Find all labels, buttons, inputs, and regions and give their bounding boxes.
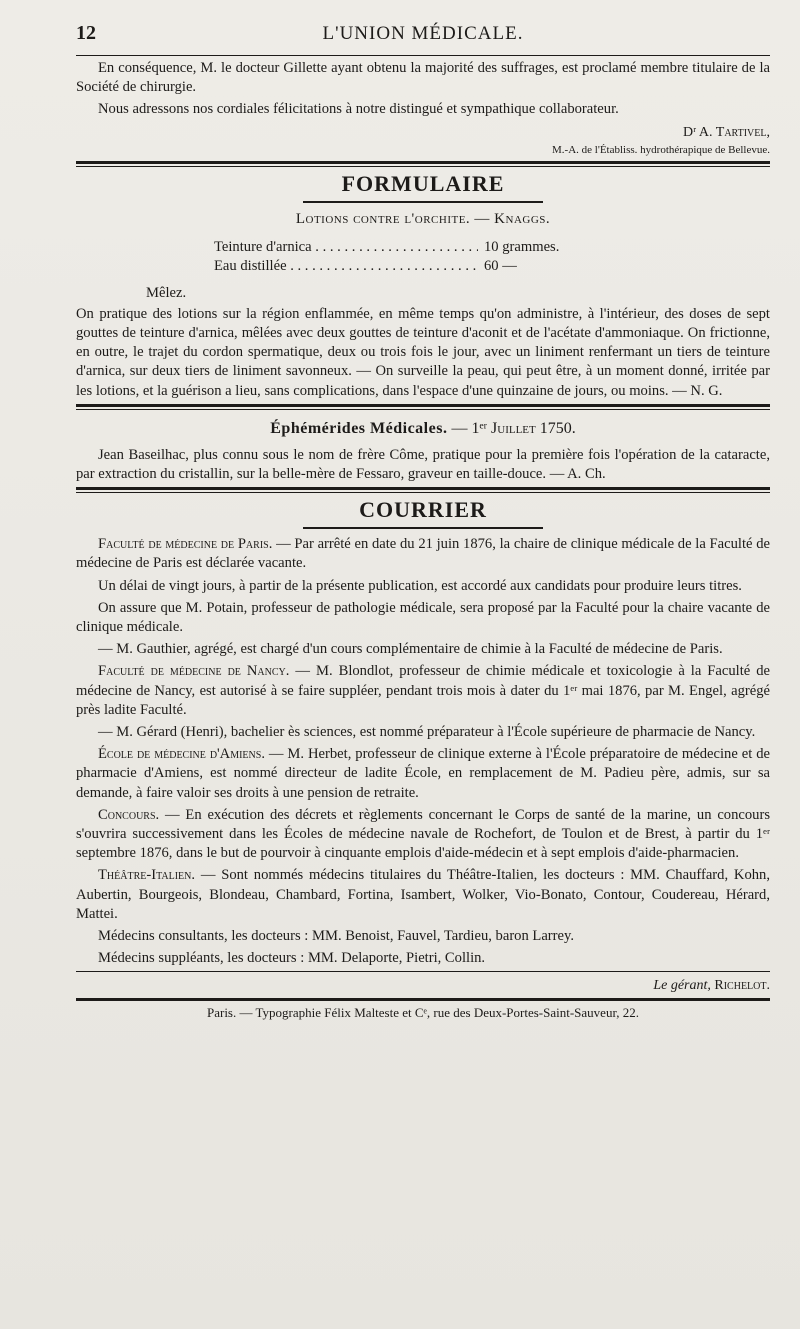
intro-paragraph: En conséquence, M. le docteur Gillette ayant obtenu la majorité des suffrages, est proclamé membre titulaire de la Société de chirurgie. [76,60,770,96]
formulaire-text: On pratique des lotions sur la région enflammée, en même temps qu'on administre, à l'intérieur, des doses de sept gouttes de teinture d'arnica, mêlées avec deux gouttes de teinture d'aconit et de l'acétate d'ammoniaque. On frictionne, en outre, le trajet du cordon spermatique, deux ou trois fois le jour, avec un liniment renfermant un tiers de teinture d'arnica, sur deux tiers de liniment savonneux. — On surveille la peau, qui peut être, à un moment donné, irritée par les lotions, et la guérison a lieu, sans complications, dans l'espace d'une quinzaine de jours, ou moins. — N. G. [76,305,770,399]
courrier-list [76,535,770,968]
ingredient-name: Teinture d'arnica . . . [214,238,478,258]
courrier-title: COURRIER [359,497,487,523]
recipe-title: Lotions contre l'orchite. — Knaggs. [295,210,551,227]
courrier-item-text: — M. Herbet, professeur de clinique externe à l'École préparatoire de médecine et de pharmacie d'Amiens, est nommé directeur de ladite École, en remplacement de M. Padieu père, admis, sur sa demande, à faire valoir ses droits à une pension de retraite. [76,746,770,801]
courrier-item-lead: Faculté de médecine de Paris. [98,536,273,553]
courrier-item [76,662,770,720]
imprint-line: Paris. — Typographie Félix Malteste et Cᵉ, rue des Deux-Portes-Saint-Sauveur, 22. [206,1005,640,1021]
footer-rule [76,971,770,972]
courrier-item [76,577,770,596]
courrier-item-text: — M. Blondlot, professeur de chimie médicale et toxicologie à la Faculté de médecine de Nancy, est autorisé à se faire suppléer, pendant trois mois à dater du 1ᵉʳ mai 1876, par M. Engel, agrégé près ladite Faculté. [76,663,771,718]
courrier-item-text: — Sont nommés médecins titulaires du Théâtre-Italien, les docteurs : MM. Chauffard, Kohn, Aubertin, Bourgeois, Blondeau, Chambard, Fortina, Isambert, Wolker, Vio-Bonato, Contour, Coudereau, Hérard, Mattei. [76,867,770,922]
courrier-item-text: Médecins suppléants, les docteurs : MM. Delaporte, Pietri, Collin. [98,950,486,967]
courrier-item-lead: Théâtre-Italien. [98,867,196,884]
courrier-item-text: — M. Gauthier, agrégé, est chargé d'un cours complémentaire de chimie à la Faculté de médecine de Paris. [98,641,723,658]
courrier-item-text: On assure que M. Potain, professeur de pathologie médicale, sera proposé par la Faculté pour la chaire vacante de clinique médicale. [76,599,770,636]
courrier-item-text: — En exécution des décrets et règlements concernant le Corps de santé de la marine, un concours s'ouvrira successivement dans les Écoles de médecine navale de Rochefort, de Toulon et de Brest, à partir du 1ᵉʳ septembre 1876, dans le but de pourvoir à cinquante emplois d'aide-médecin et à sept emplois d'aide-pharmacien. [76,806,770,862]
title-underline [303,201,543,203]
ephemerides-title: Éphémérides Médicales. — 1ᵉʳ Juillet 1750. [270,419,576,437]
signature: Dʳ A. Tartivel, [683,124,770,140]
ingredient-quantity: 10 grammes. [484,238,560,255]
journal-title: L'UNION MÉDICALE. [322,23,524,44]
section-divider [76,487,770,493]
ingredient-row [214,238,594,258]
courrier-item [76,535,770,573]
courrier-item [76,723,770,742]
melez-instruction: Mêlez. [146,284,187,301]
courrier-item [76,949,770,968]
section-divider [76,161,770,167]
courrier-item [76,806,770,864]
courrier-item [76,599,770,637]
page-header [76,22,770,52]
ephemerides-text: Jean Baseilhac, plus connu sous le nom de frère Côme, pratique pour la première fois l'opération de la cataracte, par extraction du cristallin, sur la belle-mère de Fessaro, graveur en taille-douce. — A. Ch. [76,446,770,483]
courrier-item [76,640,770,659]
footer-rule [76,998,770,1001]
courrier-item-lead: Faculté de médecine de Nancy. [98,663,290,680]
formulaire-title: FORMULAIRE [341,170,505,196]
courrier-item-text: — M. Gérard (Henri), bachelier ès sciences, est nommé préparateur à l'École supérieure de pharmacie de Nancy. [98,724,756,741]
signature-affiliation: M.-A. de l'Établiss. hydrothérapique de Bellevue. [552,143,770,156]
courrier-item-text: Un délai de vingt jours, à partir de la présente publication, est accordé aux candidats pour produire leurs titres. [98,577,742,594]
gerant-line: Le gérant, Richelot. [653,978,770,994]
header-rule [76,55,770,56]
courrier-item [76,866,770,924]
section-divider [76,404,770,410]
courrier-item-lead: Concours. [98,806,160,823]
courrier-item [76,927,770,946]
ingredient-row [214,257,594,277]
title-underline [303,527,543,529]
courrier-item-text: Médecins consultants, les docteurs : MM. Benoist, Fauvel, Tardieu, baron Larrey. [98,928,575,945]
congratulations-paragraph: Nous adressons nos cordiales félicitations à notre distingué et sympathique collaborateur. [98,101,619,118]
ingredient-name: Eau distillée . . . [214,257,478,277]
courrier-item-text: — Par arrêté en date du 21 juin 1876, la chaire de clinique médicale de la Faculté de médecine de Paris est déclarée vacante. [76,536,770,572]
page-number: 12 [76,22,96,44]
courrier-item [76,745,770,803]
courrier-item-lead: École de médecine d'Amiens. [98,746,265,763]
ingredient-quantity: 60 — [484,258,517,275]
